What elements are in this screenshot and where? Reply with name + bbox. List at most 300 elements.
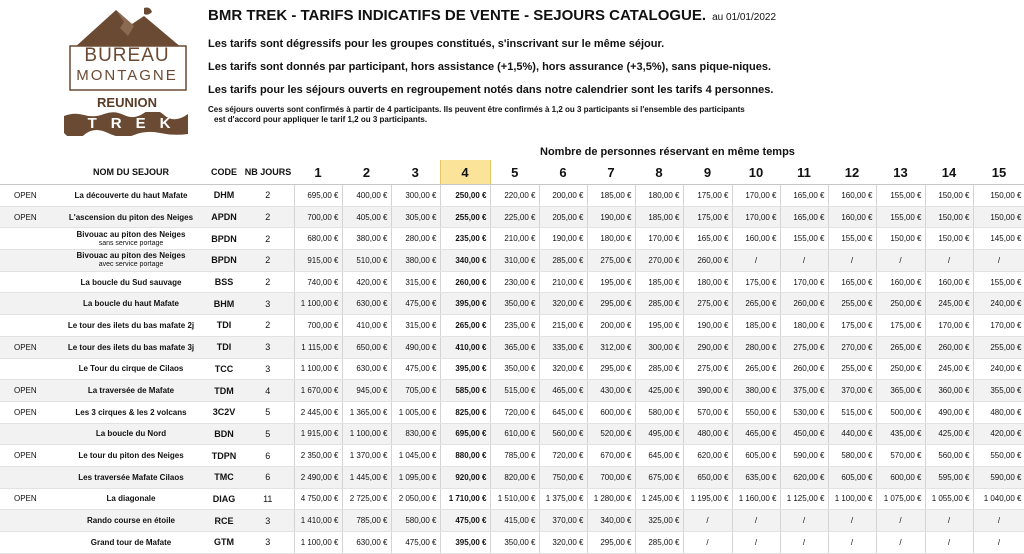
price-cell: / bbox=[780, 510, 828, 532]
price-cell: 475,00 € bbox=[391, 293, 440, 315]
header-count-6: 6 bbox=[539, 160, 587, 185]
price-cell: 235,00 € bbox=[440, 228, 490, 250]
price-cell: 580,00 € bbox=[635, 401, 683, 423]
price-cell: 1 075,00 € bbox=[876, 488, 925, 510]
table-row bbox=[0, 206, 1024, 228]
price-cell: 4 750,00 € bbox=[294, 488, 342, 510]
price-cell: / bbox=[780, 250, 828, 272]
price-cell: 1 115,00 € bbox=[294, 336, 342, 358]
price-cell: 450,00 € bbox=[780, 423, 828, 445]
price-cell: 275,00 € bbox=[683, 293, 732, 315]
price-cell: 340,00 € bbox=[587, 510, 635, 532]
price-cell: 255,00 € bbox=[973, 336, 1024, 358]
price-cell: 165,00 € bbox=[683, 228, 732, 250]
price-cell: 490,00 € bbox=[925, 401, 973, 423]
price-cell: 190,00 € bbox=[539, 228, 587, 250]
price-cell: 945,00 € bbox=[342, 380, 391, 402]
price-cell: 480,00 € bbox=[973, 401, 1024, 423]
price-cell: 225,00 € bbox=[490, 206, 539, 228]
price-cell: 180,00 € bbox=[587, 228, 635, 250]
trip-name-cell bbox=[56, 185, 206, 207]
price-cell: 475,00 € bbox=[440, 510, 490, 532]
price-cell: 830,00 € bbox=[391, 423, 440, 445]
header-count-14: 14 bbox=[925, 160, 973, 185]
header bbox=[208, 6, 1008, 125]
price-cell: 370,00 € bbox=[828, 380, 876, 402]
trip-name: Le Tour du cirque de Cilaos bbox=[78, 364, 184, 374]
trip-days-cell: 5 bbox=[242, 423, 294, 445]
trip-name: La boucle du Sud sauvage bbox=[80, 277, 182, 287]
price-cell: 280,00 € bbox=[732, 336, 780, 358]
price-cell: / bbox=[876, 532, 925, 554]
trip-name-cell bbox=[56, 336, 206, 358]
price-cell: 440,00 € bbox=[828, 423, 876, 445]
price-cell: 510,00 € bbox=[342, 250, 391, 272]
trip-days-cell: 3 bbox=[242, 510, 294, 532]
price-cell: 570,00 € bbox=[876, 445, 925, 467]
price-cell: 240,00 € bbox=[973, 293, 1024, 315]
price-cell: 200,00 € bbox=[587, 315, 635, 337]
price-cell: 880,00 € bbox=[440, 445, 490, 467]
trip-days-cell: 2 bbox=[242, 228, 294, 250]
price-cell: 580,00 € bbox=[391, 510, 440, 532]
status-cell bbox=[0, 423, 56, 445]
price-cell: 1 280,00 € bbox=[587, 488, 635, 510]
table-row bbox=[0, 358, 1024, 380]
trip-code-cell: BPDN bbox=[206, 228, 242, 250]
price-cell: 265,00 € bbox=[732, 293, 780, 315]
price-cell: 320,00 € bbox=[539, 293, 587, 315]
info-line-2: Les tarifs sont donnés par participant, hors assistance (+1,5%), hors assurance (+3,5%), sans pique-niques. bbox=[208, 61, 772, 73]
header-name: NOM DU SEJOUR bbox=[56, 160, 206, 185]
status-cell: OPEN bbox=[0, 401, 56, 423]
header-status bbox=[0, 160, 56, 185]
price-cell: 240,00 € bbox=[973, 358, 1024, 380]
price-cell: 2 350,00 € bbox=[294, 445, 342, 467]
price-cell: 650,00 € bbox=[683, 466, 732, 488]
price-cell: 165,00 € bbox=[780, 185, 828, 207]
trip-name: La boucle du haut Mafate bbox=[82, 299, 179, 309]
trip-name-cell bbox=[56, 532, 206, 554]
price-cell: 680,00 € bbox=[294, 228, 342, 250]
price-cell: 920,00 € bbox=[440, 466, 490, 488]
price-cell: 1 100,00 € bbox=[294, 532, 342, 554]
price-cell: 395,00 € bbox=[440, 293, 490, 315]
trip-code-cell: DHM bbox=[206, 185, 242, 207]
price-cell: 210,00 € bbox=[539, 271, 587, 293]
trip-name: Rando course en étoile bbox=[86, 516, 176, 526]
price-cell: 175,00 € bbox=[876, 315, 925, 337]
price-cell: / bbox=[732, 510, 780, 532]
price-cell: 590,00 € bbox=[973, 466, 1024, 488]
price-cell: 195,00 € bbox=[587, 271, 635, 293]
price-cell: 490,00 € bbox=[391, 336, 440, 358]
status-cell bbox=[0, 250, 56, 272]
price-cell: 175,00 € bbox=[828, 315, 876, 337]
trip-code-cell: RCE bbox=[206, 510, 242, 532]
table-row bbox=[0, 185, 1024, 207]
header-count-1: 1 bbox=[294, 160, 342, 185]
header-count-2: 2 bbox=[342, 160, 391, 185]
price-cell: 695,00 € bbox=[294, 185, 342, 207]
header-count-3: 3 bbox=[391, 160, 440, 185]
header-count-8: 8 bbox=[635, 160, 683, 185]
price-cell: 170,00 € bbox=[635, 228, 683, 250]
trip-name: La boucle du Nord bbox=[95, 429, 167, 439]
price-cell: 335,00 € bbox=[539, 336, 587, 358]
price-cell: 230,00 € bbox=[490, 271, 539, 293]
price-cell: 400,00 € bbox=[342, 185, 391, 207]
price-cell: 630,00 € bbox=[342, 358, 391, 380]
price-cell: 1 100,00 € bbox=[828, 488, 876, 510]
price-cell: 465,00 € bbox=[732, 423, 780, 445]
trip-name-cell bbox=[56, 228, 206, 250]
price-cell: 320,00 € bbox=[539, 532, 587, 554]
price-cell: 825,00 € bbox=[440, 401, 490, 423]
price-table bbox=[0, 160, 1024, 554]
header-count-9: 9 bbox=[683, 160, 732, 185]
price-cell: 170,00 € bbox=[732, 185, 780, 207]
price-cell: 1 375,00 € bbox=[539, 488, 587, 510]
status-cell: OPEN bbox=[0, 336, 56, 358]
table-row bbox=[0, 250, 1024, 272]
table-row bbox=[0, 315, 1024, 337]
status-cell bbox=[0, 532, 56, 554]
price-cell: 340,00 € bbox=[440, 250, 490, 272]
price-cell: 235,00 € bbox=[490, 315, 539, 337]
trip-days-cell: 11 bbox=[242, 488, 294, 510]
price-cell: 245,00 € bbox=[925, 293, 973, 315]
page-date: au 01/01/2022 bbox=[712, 12, 777, 23]
price-cell: 560,00 € bbox=[925, 445, 973, 467]
price-cell: 150,00 € bbox=[973, 206, 1024, 228]
price-cell: 2 725,00 € bbox=[342, 488, 391, 510]
price-cell: 185,00 € bbox=[635, 206, 683, 228]
table-row bbox=[0, 293, 1024, 315]
price-cell: 720,00 € bbox=[490, 401, 539, 423]
status-cell: OPEN bbox=[0, 185, 56, 207]
price-cell: 605,00 € bbox=[828, 466, 876, 488]
price-cell: 2 050,00 € bbox=[391, 488, 440, 510]
price-cell: 595,00 € bbox=[925, 466, 973, 488]
price-cell: 1 100,00 € bbox=[294, 358, 342, 380]
price-cell: 435,00 € bbox=[876, 423, 925, 445]
header-count-7: 7 bbox=[587, 160, 635, 185]
table-row bbox=[0, 271, 1024, 293]
price-cell: 785,00 € bbox=[490, 445, 539, 467]
trip-code-cell: BSS bbox=[206, 271, 242, 293]
table-row bbox=[0, 466, 1024, 488]
price-cell: 1 095,00 € bbox=[391, 466, 440, 488]
price-cell: 320,00 € bbox=[539, 358, 587, 380]
price-cell: 220,00 € bbox=[490, 185, 539, 207]
table-header-row bbox=[0, 160, 1024, 185]
price-cell: 275,00 € bbox=[780, 336, 828, 358]
price-cell: 185,00 € bbox=[635, 271, 683, 293]
status-cell bbox=[0, 510, 56, 532]
price-cell: 395,00 € bbox=[440, 358, 490, 380]
price-cell: 1 195,00 € bbox=[683, 488, 732, 510]
price-cell: 585,00 € bbox=[440, 380, 490, 402]
trip-name-cell bbox=[56, 380, 206, 402]
trip-days-cell: 2 bbox=[242, 250, 294, 272]
trip-name-cell bbox=[56, 315, 206, 337]
price-cell: 420,00 € bbox=[973, 423, 1024, 445]
price-cell: 260,00 € bbox=[780, 293, 828, 315]
price-cell: 630,00 € bbox=[342, 532, 391, 554]
status-cell: OPEN bbox=[0, 445, 56, 467]
price-cell: 420,00 € bbox=[342, 271, 391, 293]
header-count-12: 12 bbox=[828, 160, 876, 185]
table-row bbox=[0, 488, 1024, 510]
price-cell: / bbox=[732, 250, 780, 272]
price-cell: 570,00 € bbox=[683, 401, 732, 423]
price-cell: 260,00 € bbox=[440, 271, 490, 293]
price-cell: 820,00 € bbox=[490, 466, 539, 488]
trip-days-cell: 6 bbox=[242, 466, 294, 488]
trip-code-cell: TDI bbox=[206, 336, 242, 358]
price-cell: 210,00 € bbox=[490, 228, 539, 250]
price-cell: 740,00 € bbox=[294, 271, 342, 293]
trip-code-cell: BDN bbox=[206, 423, 242, 445]
price-cell: 150,00 € bbox=[876, 228, 925, 250]
trip-code-cell: TDI bbox=[206, 315, 242, 337]
trip-name: La traversée de Mafate bbox=[87, 386, 175, 396]
price-cell: 175,00 € bbox=[683, 185, 732, 207]
price-cell: 635,00 € bbox=[732, 466, 780, 488]
price-cell: 300,00 € bbox=[635, 336, 683, 358]
price-cell: 600,00 € bbox=[876, 466, 925, 488]
price-cell: 160,00 € bbox=[828, 185, 876, 207]
trip-name: Le tour du piton des Neiges bbox=[78, 451, 184, 461]
price-cell: / bbox=[683, 510, 732, 532]
price-cell: 155,00 € bbox=[780, 228, 828, 250]
table-row bbox=[0, 228, 1024, 250]
table-row bbox=[0, 423, 1024, 445]
price-cell: 380,00 € bbox=[732, 380, 780, 402]
price-cell: 410,00 € bbox=[440, 336, 490, 358]
price-cell: / bbox=[973, 250, 1024, 272]
logo-trek bbox=[64, 112, 188, 136]
trip-code-cell: 3C2V bbox=[206, 401, 242, 423]
price-cell: 1 040,00 € bbox=[973, 488, 1024, 510]
trip-days-cell: 4 bbox=[242, 380, 294, 402]
price-cell: 250,00 € bbox=[440, 185, 490, 207]
price-cell: 590,00 € bbox=[780, 445, 828, 467]
price-cell: 475,00 € bbox=[391, 358, 440, 380]
trip-code-cell: TMC bbox=[206, 466, 242, 488]
price-cell: 355,00 € bbox=[973, 380, 1024, 402]
trip-name: Les traversée Mafate Cilaos bbox=[78, 472, 184, 482]
trip-name-cell bbox=[56, 445, 206, 467]
status-cell: OPEN bbox=[0, 380, 56, 402]
price-cell: 285,00 € bbox=[635, 293, 683, 315]
status-cell: OPEN bbox=[0, 488, 56, 510]
price-cell: / bbox=[973, 510, 1024, 532]
status-cell bbox=[0, 228, 56, 250]
price-cell: 315,00 € bbox=[391, 315, 440, 337]
price-cell: 150,00 € bbox=[973, 185, 1024, 207]
price-cell: 310,00 € bbox=[490, 250, 539, 272]
price-cell: 245,00 € bbox=[925, 358, 973, 380]
price-cell: 1 445,00 € bbox=[342, 466, 391, 488]
price-cell: / bbox=[876, 250, 925, 272]
logo-bureau: BUREAU bbox=[84, 45, 170, 66]
trip-name-cell bbox=[56, 488, 206, 510]
price-cell: 1 245,00 € bbox=[635, 488, 683, 510]
price-cell: 295,00 € bbox=[587, 293, 635, 315]
price-cell: 365,00 € bbox=[490, 336, 539, 358]
header-count-15: 15 bbox=[973, 160, 1024, 185]
price-cell: 1 045,00 € bbox=[391, 445, 440, 467]
header-days: NB JOURS bbox=[242, 160, 294, 185]
info-line-1: Les tarifs sont dégressifs pour les groupes constitués, s'inscrivant sur le même séjour. bbox=[208, 38, 665, 50]
price-cell: 185,00 € bbox=[732, 315, 780, 337]
price-cell: 405,00 € bbox=[342, 206, 391, 228]
price-cell: 190,00 € bbox=[683, 315, 732, 337]
price-cell: 620,00 € bbox=[683, 445, 732, 467]
price-cell: 155,00 € bbox=[876, 206, 925, 228]
price-cell: 165,00 € bbox=[828, 271, 876, 293]
price-cell: 295,00 € bbox=[587, 358, 635, 380]
trip-name-cell bbox=[56, 423, 206, 445]
logo-montagne: MONTAGNE bbox=[76, 67, 178, 84]
trip-days-cell: 6 bbox=[242, 445, 294, 467]
price-cell: 265,00 € bbox=[876, 336, 925, 358]
price-cell: 160,00 € bbox=[732, 228, 780, 250]
status-cell: OPEN bbox=[0, 206, 56, 228]
trip-code-cell: APDN bbox=[206, 206, 242, 228]
price-cell: 410,00 € bbox=[342, 315, 391, 337]
price-cell: 285,00 € bbox=[635, 358, 683, 380]
price-cell: / bbox=[828, 250, 876, 272]
price-cell: 1 005,00 € bbox=[391, 401, 440, 423]
logo-trek-label: TREK bbox=[87, 115, 185, 132]
trip-days-cell: 3 bbox=[242, 336, 294, 358]
price-cell: 390,00 € bbox=[683, 380, 732, 402]
price-cell: 250,00 € bbox=[876, 293, 925, 315]
header-count-13: 13 bbox=[876, 160, 925, 185]
price-cell: 370,00 € bbox=[539, 510, 587, 532]
status-cell bbox=[0, 315, 56, 337]
price-cell: 515,00 € bbox=[828, 401, 876, 423]
price-cell: 150,00 € bbox=[925, 185, 973, 207]
header-code: CODE bbox=[206, 160, 242, 185]
price-cell: 915,00 € bbox=[294, 250, 342, 272]
info-line-3: Les tarifs pour les séjours ouverts en regroupement notés dans notre calendrier sont les tarifs 4 personnes. bbox=[208, 84, 774, 96]
trip-name: L'ascension du piton des Neiges bbox=[68, 212, 194, 222]
price-cell: 250,00 € bbox=[876, 358, 925, 380]
trip-name-cell bbox=[56, 510, 206, 532]
header-count-11: 11 bbox=[780, 160, 828, 185]
trip-days-cell: 2 bbox=[242, 206, 294, 228]
trip-code-cell: BPDN bbox=[206, 250, 242, 272]
table-body bbox=[0, 185, 1024, 554]
trip-code-cell: GTM bbox=[206, 532, 242, 554]
price-cell: 255,00 € bbox=[828, 358, 876, 380]
price-cell: 275,00 € bbox=[587, 250, 635, 272]
trip-days-cell: 2 bbox=[242, 185, 294, 207]
trip-name: Bivouac au piton des Neiges bbox=[76, 229, 186, 239]
price-cell: 180,00 € bbox=[683, 271, 732, 293]
table-row bbox=[0, 445, 1024, 467]
price-cell: 550,00 € bbox=[732, 401, 780, 423]
price-cell: 265,00 € bbox=[732, 358, 780, 380]
price-cell: 170,00 € bbox=[973, 315, 1024, 337]
price-cell: 1 710,00 € bbox=[440, 488, 490, 510]
price-cell: / bbox=[925, 250, 973, 272]
table-row bbox=[0, 380, 1024, 402]
trip-days-cell: 3 bbox=[242, 358, 294, 380]
price-cell: 650,00 € bbox=[342, 336, 391, 358]
price-cell: 580,00 € bbox=[828, 445, 876, 467]
logo-reunion: REUNION bbox=[97, 95, 157, 110]
trip-name-cell bbox=[56, 206, 206, 228]
price-cell: 495,00 € bbox=[635, 423, 683, 445]
price-cell: 175,00 € bbox=[732, 271, 780, 293]
price-cell: 500,00 € bbox=[876, 401, 925, 423]
trip-code-cell: DIAG bbox=[206, 488, 242, 510]
trip-name: Grand tour de Mafate bbox=[90, 537, 172, 547]
price-cell: 2 445,00 € bbox=[294, 401, 342, 423]
price-cell: 700,00 € bbox=[294, 315, 342, 337]
trip-name: La découverte du haut Mafate bbox=[74, 190, 188, 200]
price-cell: 415,00 € bbox=[490, 510, 539, 532]
price-cell: 695,00 € bbox=[440, 423, 490, 445]
price-cell: 1 160,00 € bbox=[732, 488, 780, 510]
price-cell: 720,00 € bbox=[539, 445, 587, 467]
price-cell: 350,00 € bbox=[490, 293, 539, 315]
price-cell: 350,00 € bbox=[490, 532, 539, 554]
price-cell: 215,00 € bbox=[539, 315, 587, 337]
price-cell: / bbox=[780, 532, 828, 554]
trip-name: Les 3 cirques & les 2 volcans bbox=[75, 407, 187, 417]
trip-days-cell: 2 bbox=[242, 271, 294, 293]
price-cell: 670,00 € bbox=[587, 445, 635, 467]
price-cell: 430,00 € bbox=[587, 380, 635, 402]
price-cell: 165,00 € bbox=[780, 206, 828, 228]
price-cell: 155,00 € bbox=[973, 271, 1024, 293]
note-line-2: est d'accord pour appliquer le tarif 1,2 ou 3 participants. bbox=[214, 115, 428, 124]
price-cell: 285,00 € bbox=[635, 532, 683, 554]
price-cell: 275,00 € bbox=[683, 358, 732, 380]
price-cell: 265,00 € bbox=[440, 315, 490, 337]
price-cell: 785,00 € bbox=[342, 510, 391, 532]
price-cell: 645,00 € bbox=[539, 401, 587, 423]
price-cell: 705,00 € bbox=[391, 380, 440, 402]
price-cell: 425,00 € bbox=[925, 423, 973, 445]
trip-days-cell: 3 bbox=[242, 532, 294, 554]
price-cell: 205,00 € bbox=[539, 206, 587, 228]
price-cell: 360,00 € bbox=[925, 380, 973, 402]
price-cell: 550,00 € bbox=[973, 445, 1024, 467]
price-cell: 255,00 € bbox=[828, 293, 876, 315]
price-cell: 375,00 € bbox=[780, 380, 828, 402]
header-count-5: 5 bbox=[490, 160, 539, 185]
price-cell: 560,00 € bbox=[539, 423, 587, 445]
price-cell: 155,00 € bbox=[876, 185, 925, 207]
trip-name-cell bbox=[56, 293, 206, 315]
price-cell: 1 365,00 € bbox=[342, 401, 391, 423]
price-cell: 1 370,00 € bbox=[342, 445, 391, 467]
price-cell: 1 100,00 € bbox=[342, 423, 391, 445]
header-count-4: 4 bbox=[440, 160, 490, 185]
price-cell: 480,00 € bbox=[683, 423, 732, 445]
price-cell: 365,00 € bbox=[876, 380, 925, 402]
price-cell: 145,00 € bbox=[973, 228, 1024, 250]
price-cell: 1 055,00 € bbox=[925, 488, 973, 510]
page-title bbox=[208, 6, 1008, 28]
